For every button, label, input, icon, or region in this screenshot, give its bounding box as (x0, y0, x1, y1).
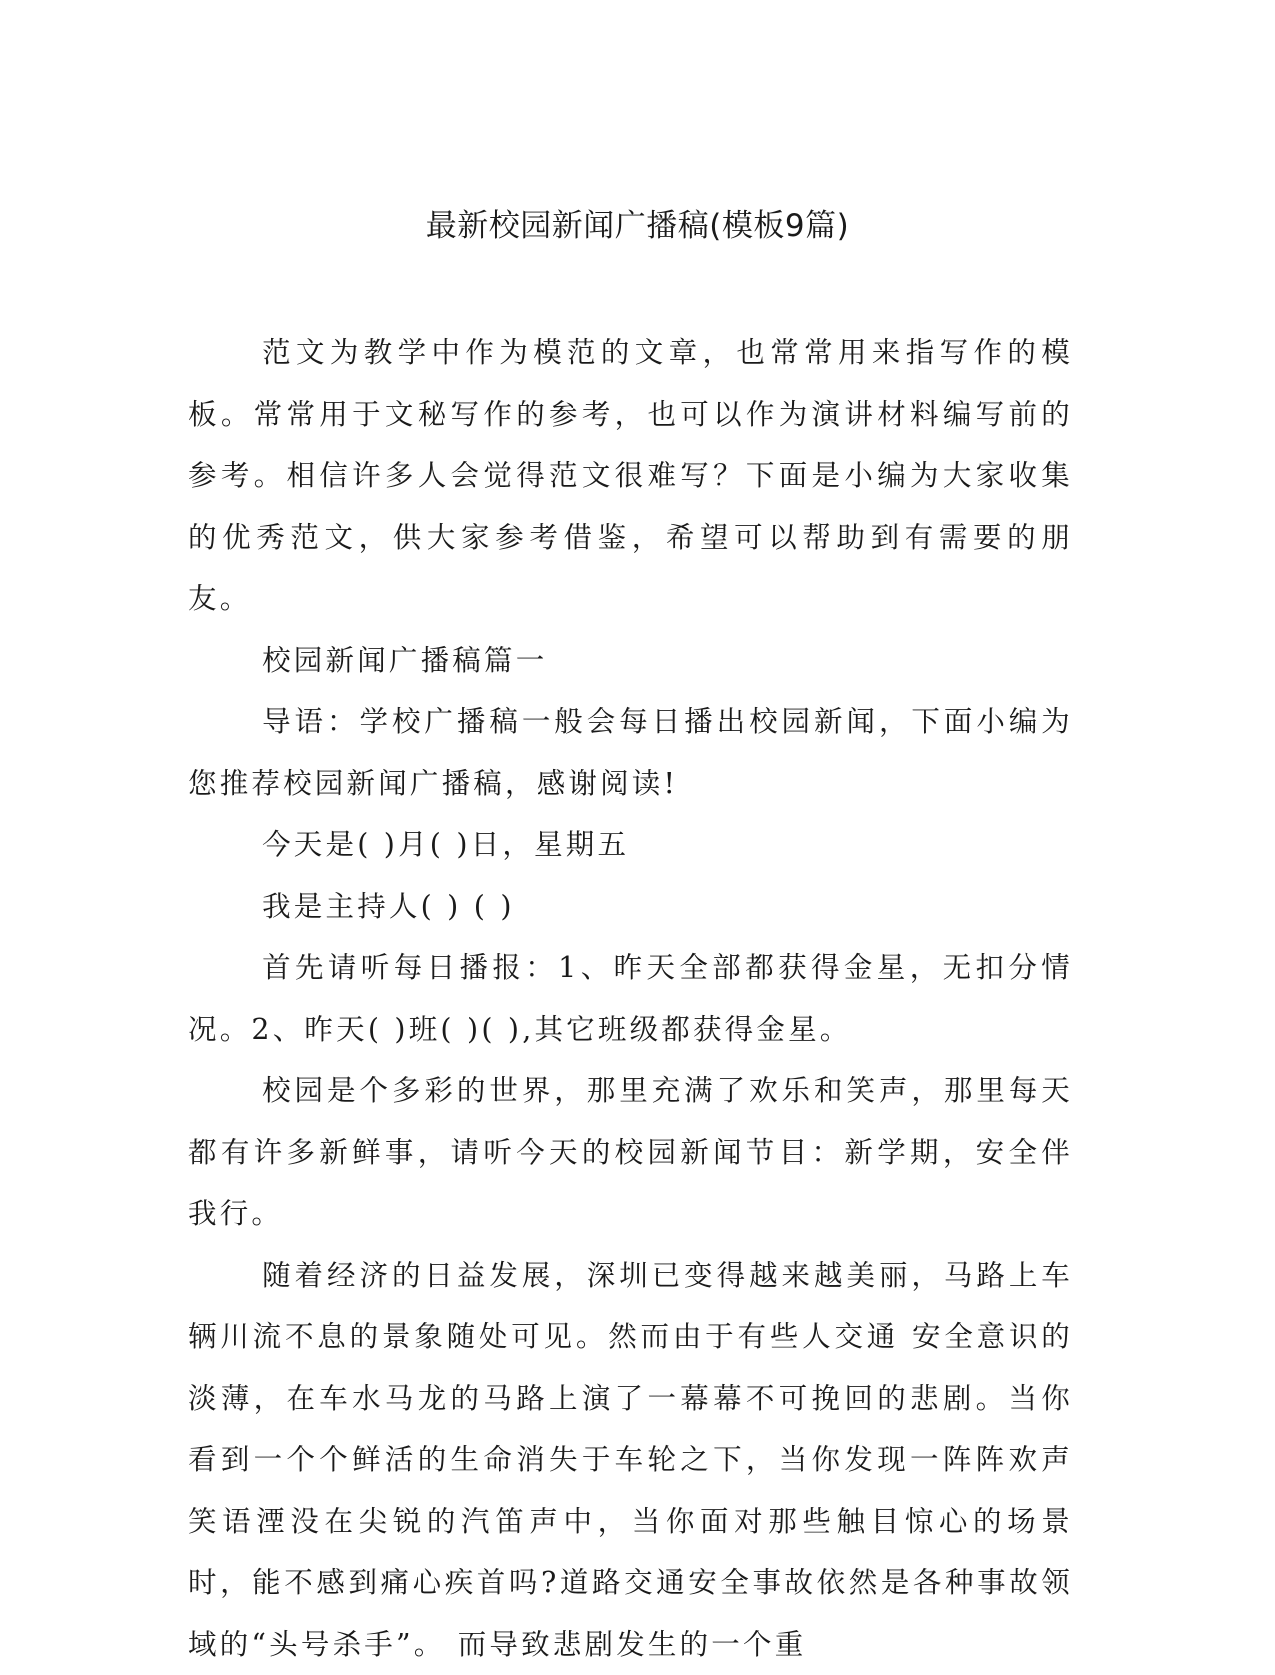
paragraph-daily-report: 首先请听每日播报：1、昨天全部都获得金星，无扣分情况。2、昨天( )班( )( ),其它班级都获得金星。 (188, 937, 1073, 1060)
paragraph-date-line: 今天是( )月( )日，星期五 (188, 814, 1073, 876)
paragraph-traffic-safety: 随着经济的日益发展，深圳已变得越来越美丽，马路上车辆川流不息的景象随处可见。然而由于有些人交通 安全意识的淡薄，在车水马龙的马路上演了一幕幕不可挽回的悲剧。当你看到一个个鲜活的生命消失于车轮之下，当你发现一阵阵欢声笑语湮没在尖锐的汽笛声中，当你面对那些触目惊心的场景时，能不感到痛心疾首吗?道路交通安全事故依然是各种事故领域的“头号杀手”。 而导致悲剧发生的一个重 (188, 1245, 1073, 1675)
document-title: 最新校园新闻广播稿(模板9篇) (0, 206, 1275, 246)
paragraph-lead: 导语：学校广播稿一般会每日播出校园新闻，下面小编为您推荐校园新闻广播稿，感谢阅读! (188, 691, 1073, 814)
document-body (188, 322, 1073, 1675)
paragraph-intro: 范文为教学中作为模范的文章，也常常用来指写作的模板。常常用于文秘写作的参考，也可以作为演讲材料编写前的参考。相信许多人会觉得范文很难写？下面是小编为大家收集的优秀范文，供大家参考借鉴，希望可以帮助到有需要的朋友。 (188, 322, 1073, 630)
paragraph-campus-news: 校园是个多彩的世界，那里充满了欢乐和笑声，那里每天都有许多新鲜事，请听今天的校园新闻节目：新学期，安全伴我行。 (188, 1060, 1073, 1245)
paragraph-host-line: 我是主持人( ) ( ) (188, 876, 1073, 938)
paragraph-section-heading: 校园新闻广播稿篇一 (188, 630, 1073, 692)
